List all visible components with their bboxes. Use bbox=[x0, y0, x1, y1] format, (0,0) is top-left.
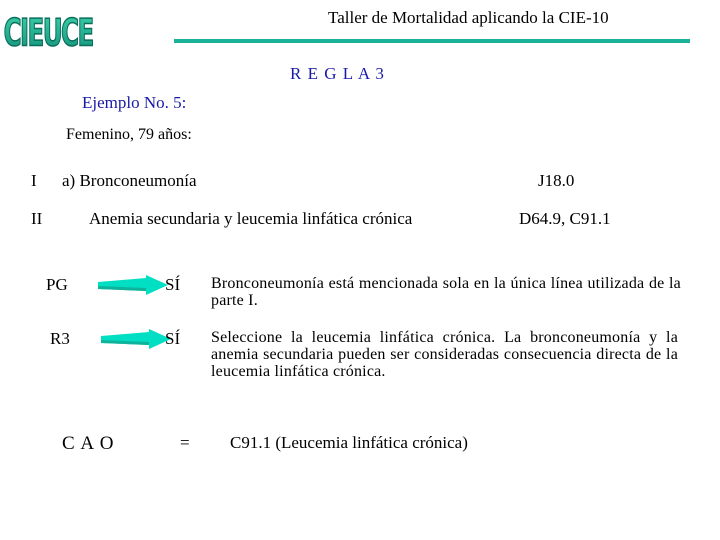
step-label-pg: PG bbox=[46, 275, 68, 294]
line-ii-text: Anemia secundaria y leucemia linfática crónica bbox=[89, 209, 413, 228]
line-part-i: I bbox=[31, 171, 37, 190]
rule-title: R E G L A 3 bbox=[290, 64, 385, 83]
step-label-r3: R3 bbox=[50, 329, 70, 348]
step-answer-pg: SÍ bbox=[165, 275, 181, 294]
arrow-right-icon bbox=[96, 275, 168, 295]
svg-text:CIEUCE: CIEUCE bbox=[3, 12, 93, 56]
line-i-text: a) Bronconeumonía bbox=[62, 171, 197, 190]
header-rule bbox=[174, 39, 690, 43]
cieuce-logo bbox=[2, 2, 93, 56]
line-ii-code: D64.9, C91.1 bbox=[519, 209, 611, 228]
cao-equals: = bbox=[180, 433, 190, 452]
cao-label: C A O bbox=[62, 433, 115, 454]
example-label: Ejemplo No. 5: bbox=[82, 93, 187, 112]
line-i-code: J18.0 bbox=[538, 171, 575, 190]
step-explanation-pg: Bronconeumonía está mencionada sola en la única línea utilizada de la parte I. bbox=[211, 275, 681, 309]
patient-description: Femenino, 79 años: bbox=[66, 126, 192, 143]
step-answer-r3: SÍ bbox=[165, 329, 181, 348]
step-explanation-r3: Seleccione la leucemia linfática crónica. La bronconeumonía y la anemia secundaria pueden ser consideradas consecuencia directa de la leucemia linfática crónica. bbox=[211, 329, 678, 380]
arrow-right-icon bbox=[99, 329, 171, 349]
header-title: Taller de Mortalidad aplicando la CIE-10 bbox=[328, 8, 609, 27]
cao-result: C91.1 (Leucemia linfática crónica) bbox=[230, 433, 468, 452]
line-part-ii: II bbox=[31, 209, 43, 228]
